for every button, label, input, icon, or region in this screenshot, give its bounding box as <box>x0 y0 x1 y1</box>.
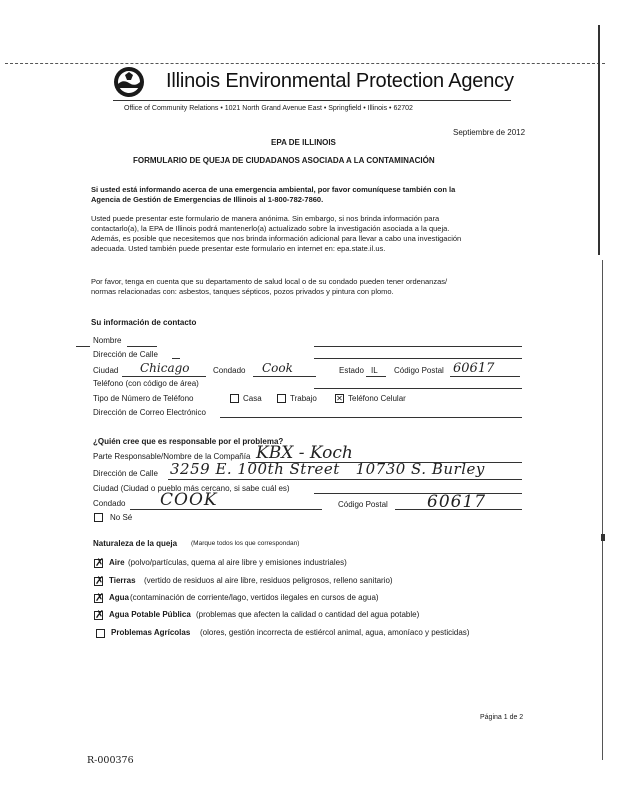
local-health-notice: Por favor, tenga en cuenta que su departamento de salud local o de su condado pueden tener ordenanzas/ normas relacionadas con: asbestos, tanques sépticos, pozos privados y pintura con plomo. <box>91 277 448 296</box>
agriculture-desc: (olores, gestión incorrecta de estiércol animal, agua, amoníaco y pesticidas) <box>200 628 470 637</box>
state-label: Estado <box>339 366 364 375</box>
phone-cell-label: Teléfono Celular <box>348 394 406 403</box>
agriculture-title: Problemas Agrícolas <box>111 628 191 637</box>
responsible-zip-label: Código Postal <box>338 500 388 509</box>
responsible-street-label: Dirección de Calle <box>93 469 158 478</box>
agency-title: Illinois Environmental Protection Agency <box>166 70 514 92</box>
air-title: Aire <box>109 558 125 567</box>
page-number: Página 1 de 2 <box>480 714 524 721</box>
phone-cell-checkbox[interactable]: ✕ <box>336 394 343 403</box>
email-label: Dirección de Correo Electrónico <box>93 408 206 417</box>
email-input[interactable] <box>220 417 522 418</box>
phone-work-label: Trabajo <box>290 394 317 403</box>
scan-top-border <box>5 63 605 64</box>
illinois-epa-seal-icon <box>113 66 145 98</box>
land-checkbox[interactable]: ✗ <box>95 575 105 587</box>
air-desc: (polvo/partículas, quema al aire libre y emisiones industriales) <box>128 558 347 567</box>
document-id: R-000376 <box>87 755 134 766</box>
name-input[interactable] <box>127 346 157 347</box>
county-value[interactable]: Cook <box>262 361 293 375</box>
responsible-county-input[interactable] <box>130 509 322 510</box>
responsible-street-value[interactable]: 3259 E. 100th Street 10730 S. Burley <box>170 460 485 478</box>
state-input[interactable] <box>366 376 386 377</box>
land-desc: (vertido de residuos al aire libre, residuos peligrosos, relleno sanitario) <box>144 576 393 585</box>
nature-section-hint: (Marque todos los que correspondan) <box>191 540 300 547</box>
street-input[interactable] <box>172 358 180 359</box>
party-label: Parte Responsable/Nombre de la Compañía <box>93 452 251 461</box>
unknown-label: No Sé <box>110 513 133 522</box>
responsible-section-title: ¿Quién cree que es responsable por el problema? <box>93 437 284 446</box>
phone-type-label: Tipo de Número de Teléfono <box>93 394 194 403</box>
phone-work-checkbox[interactable] <box>277 394 286 403</box>
name-mark <box>76 346 90 347</box>
name-input-right[interactable] <box>314 346 522 347</box>
responsible-county-value[interactable]: COOK <box>160 490 218 510</box>
form-title: FORMULARIO DE QUEJA DE CIUDADANOS ASOCIADA A LA CONTAMINACIÓN <box>133 156 435 165</box>
land-title: Tierras <box>109 576 136 585</box>
epa-label: EPA DE ILLINOIS <box>271 138 336 147</box>
party-value[interactable]: KBX - Koch <box>256 443 353 463</box>
drinking-water-desc: (problemas que afecten la calidad o cantidad del agua potable) <box>196 610 420 619</box>
water-title: Agua <box>109 593 129 602</box>
air-checkbox[interactable]: ✗ <box>95 557 105 569</box>
drinking-water-checkbox[interactable]: ✗ <box>95 609 105 621</box>
city-input[interactable] <box>122 376 206 377</box>
county-input[interactable] <box>253 376 316 377</box>
phone-home-label: Casa <box>243 394 262 403</box>
anonymous-notice: Usted puede presentar este formulario de manera anónima. Sin embargo, si nos brinda información para contactarlo(a), la EPA de Illinois podrá mantenerlo(a) actualizado sobre la investigación asociada a la queja. Además, es posible que necesitemos que nos brinda información adicional para llevar a cabo una investigación adecuada. Usted también puede presentar este formulario en internet en: epa.state.il.us. <box>91 214 462 253</box>
nature-section-title: Naturaleza de la queja <box>93 539 178 548</box>
city-label: Ciudad <box>93 366 119 375</box>
responsible-city-input[interactable] <box>314 493 522 494</box>
phone-label: Teléfono (con código de área) <box>93 379 199 388</box>
zip-label: Código Postal <box>394 366 444 375</box>
header-rule <box>113 100 511 101</box>
agency-logo <box>113 66 145 98</box>
scan-right-edge <box>598 25 600 255</box>
phone-home-checkbox[interactable] <box>230 394 239 403</box>
responsible-city-label: Ciudad (Ciudad o pueblo más cercano, si sabe cuál es) <box>93 484 290 493</box>
street-input-right[interactable] <box>314 358 522 359</box>
zip-input[interactable] <box>450 376 520 377</box>
zip-value[interactable]: 60617 <box>453 361 495 376</box>
street-label: Dirección de Calle <box>93 350 158 359</box>
county-label: Condado <box>213 366 246 375</box>
scan-right-edge-lower <box>602 260 603 760</box>
form-date: Septiembre de 2012 <box>453 128 526 137</box>
responsible-zip-value[interactable]: 60617 <box>427 492 487 512</box>
emergency-notice: Si usted está informando acerca de una emergencia ambiental, por favor comuníquese también con la Agencia de Gestión de Emergencias de Illinois al 1-800-782-7860. <box>91 185 456 204</box>
name-label: Nombre <box>93 336 122 345</box>
responsible-county-label: Condado <box>93 499 126 508</box>
phone-input[interactable] <box>314 388 522 389</box>
state-value[interactable]: IL <box>371 366 378 375</box>
agriculture-checkbox[interactable] <box>96 629 105 638</box>
responsible-street-input[interactable] <box>168 479 522 480</box>
responsible-zip-input[interactable] <box>395 509 522 510</box>
scan-mark <box>601 534 605 541</box>
contact-section-title: Su información de contacto <box>91 318 197 327</box>
water-desc: (contaminación de corriente/lago, vertidos ilegales en cursos de agua) <box>130 593 379 602</box>
agency-address: Office of Community Relations • 1021 North Grand Avenue East • Springfield • Illinois • 62702 <box>124 105 413 112</box>
drinking-water-title: Agua Potable Pública <box>109 610 191 619</box>
water-checkbox[interactable]: ✗ <box>95 592 105 604</box>
city-value[interactable]: Chicago <box>140 361 190 375</box>
unknown-checkbox[interactable] <box>94 513 103 522</box>
